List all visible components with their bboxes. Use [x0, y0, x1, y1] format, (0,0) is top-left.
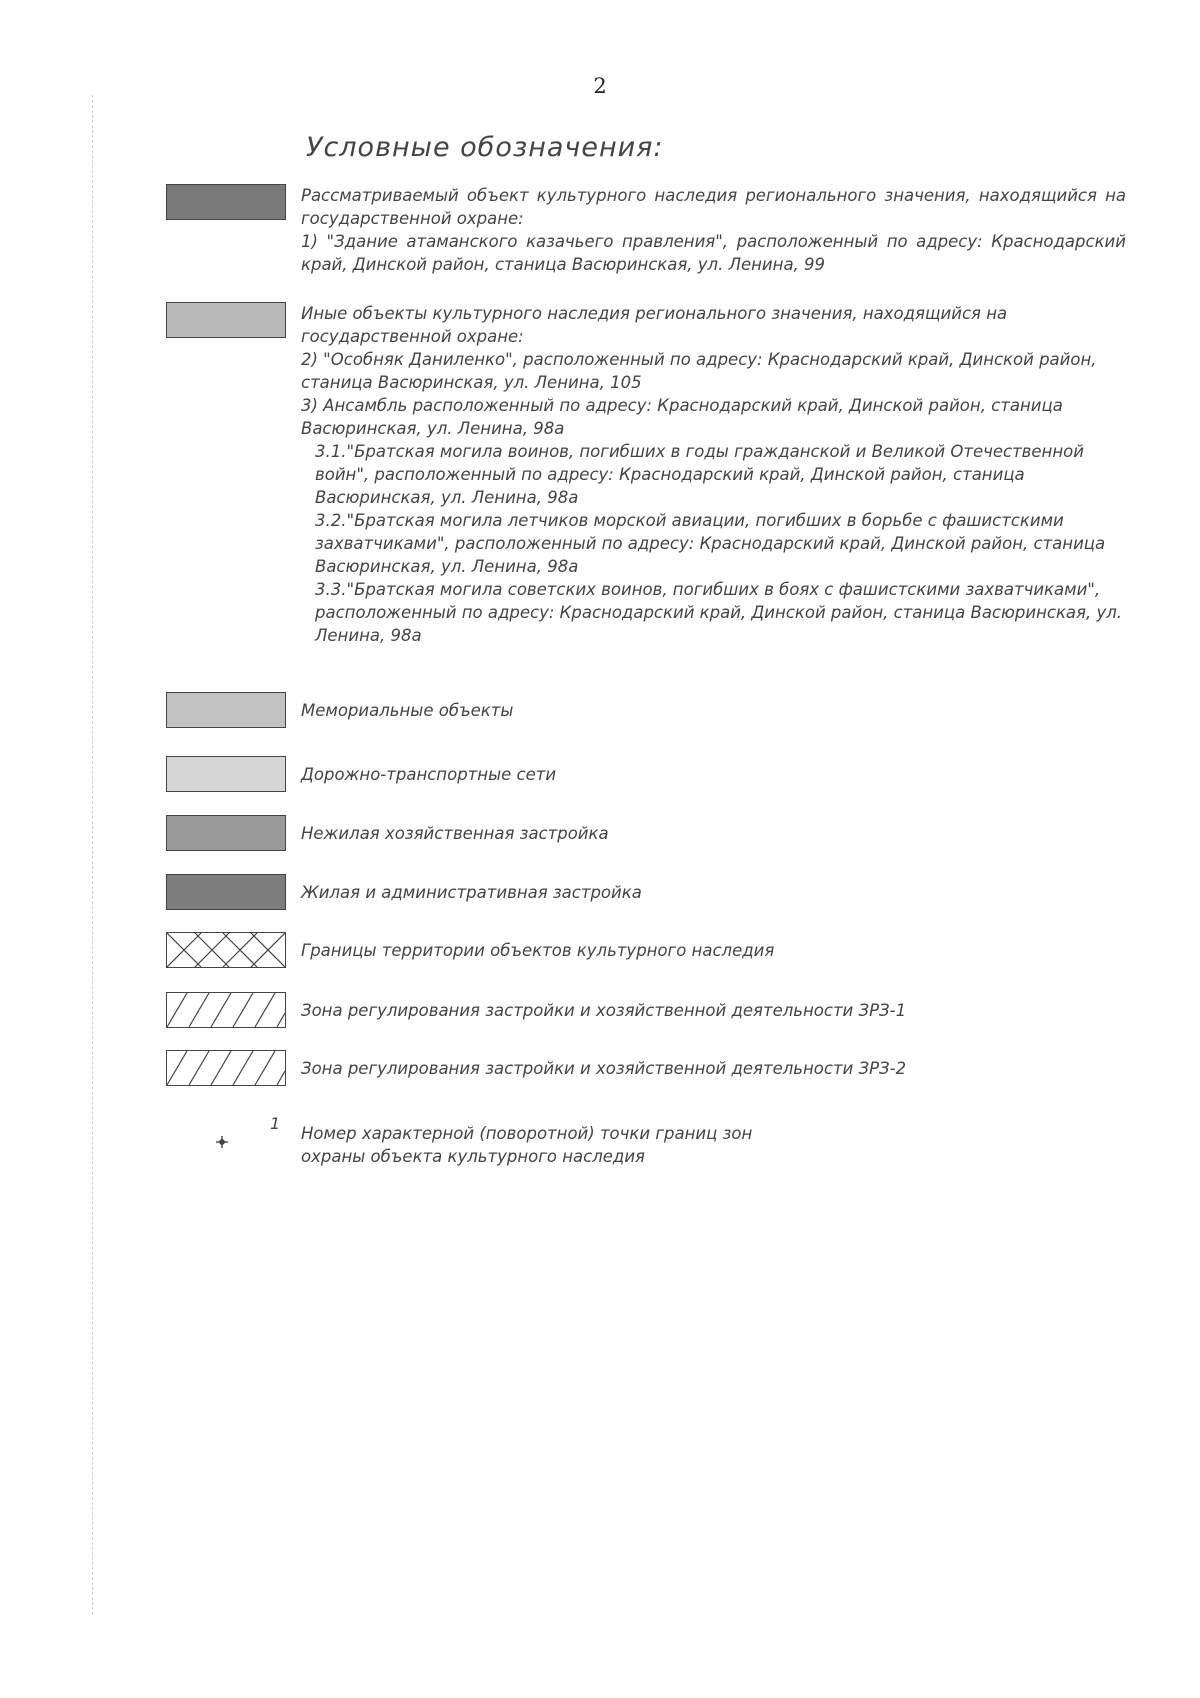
diagonal-hatch-pattern	[167, 993, 285, 1027]
legend-line: Иные объекты культурного наследия регионального значения, находящийся на государственной охране:	[301, 304, 1008, 346]
swatch-zrz-2	[166, 1050, 286, 1086]
legend-label-roads: Дорожно-транспортные сети	[301, 765, 557, 784]
legend-line: 3.2."Братская могила летчиков морской авиации, погибших в борьбе с фашистскими захватчиками", расположенный по адресу: Краснодарский край, Динской район, станица Васюринская, ул. Ленина, 98а	[315, 511, 1106, 576]
swatch-memorial	[166, 692, 286, 728]
legend-title: Условные обозначения:	[306, 132, 664, 163]
crosshatch-pattern	[167, 933, 285, 967]
legend-line: 2) "Особняк Даниленко", расположенный по адресу: Краснодарский край, Динской район, станица Васюринская, ул. Ленина, 105	[301, 350, 1097, 392]
point-marker-label: 1	[270, 1114, 281, 1133]
legend-line: 3.1."Братская могила воинов, погибших в годы гражданской и Великой Отечественной войн", расположенный по адресу: Краснодарский край, Динской район, станица Васюринская, ул. Ленина, 98а	[315, 442, 1084, 507]
legend-label-residential: Жилая и административная застройка	[301, 883, 642, 902]
point-marker	[206, 1114, 281, 1160]
legend-line: Рассматриваемый объект культурного наследия регионального значения, находящийся на государственной охране:	[301, 186, 1126, 228]
legend-label-memorial: Мемориальные объекты	[301, 701, 514, 720]
legend-text-other-objects	[301, 302, 1126, 647]
legend-label-zrz-2: Зона регулирования застройки и хозяйственной деятельности ЗРЗ-2	[301, 1059, 907, 1078]
legend-label-zrz-1: Зона регулирования застройки и хозяйственной деятельности ЗРЗ-1	[301, 1001, 907, 1020]
swatch-considered-object	[166, 184, 286, 220]
swatch-territory-borders	[166, 932, 286, 968]
legend-line: 3.3."Братская могила советских воинов, погибших в боях с фашистскими захватчиками", расположенный по адресу: Краснодарский край, Динской район, станица Васюринская, ул. Ленина, 98а	[315, 580, 1122, 645]
legend-line: охраны объекта культурного наследия	[301, 1147, 645, 1166]
page-number: 2	[593, 74, 607, 98]
margin-line	[92, 95, 94, 1615]
legend-line: 3) Ансамбль расположенный по адресу: Краснодарский край, Динской район, станица Васюринская, ул. Ленина, 98а	[301, 396, 1063, 438]
point-marker-icon	[206, 1120, 256, 1160]
swatch-residential	[166, 874, 286, 910]
legend-line: Номер характерной (поворотной) точки границ зон	[301, 1124, 753, 1143]
diagonal-hatch-pattern	[167, 1051, 285, 1085]
swatch-non-residential	[166, 815, 286, 851]
legend-text-considered-object	[301, 184, 1126, 276]
swatch-zrz-1	[166, 992, 286, 1028]
legend-line: 1) "Здание атаманского казачьего правления", расположенный по адресу: Краснодарский край, Динской район, станица Васюринская, ул. Ленина, 99	[301, 232, 1126, 274]
legend-label-territory-borders: Границы территории объектов культурного наследия	[301, 941, 775, 960]
swatch-other-objects	[166, 302, 286, 338]
legend-label-non-residential: Нежилая хозяйственная застройка	[301, 824, 609, 843]
legend-text-point-number	[301, 1122, 1126, 1168]
swatch-roads	[166, 756, 286, 792]
